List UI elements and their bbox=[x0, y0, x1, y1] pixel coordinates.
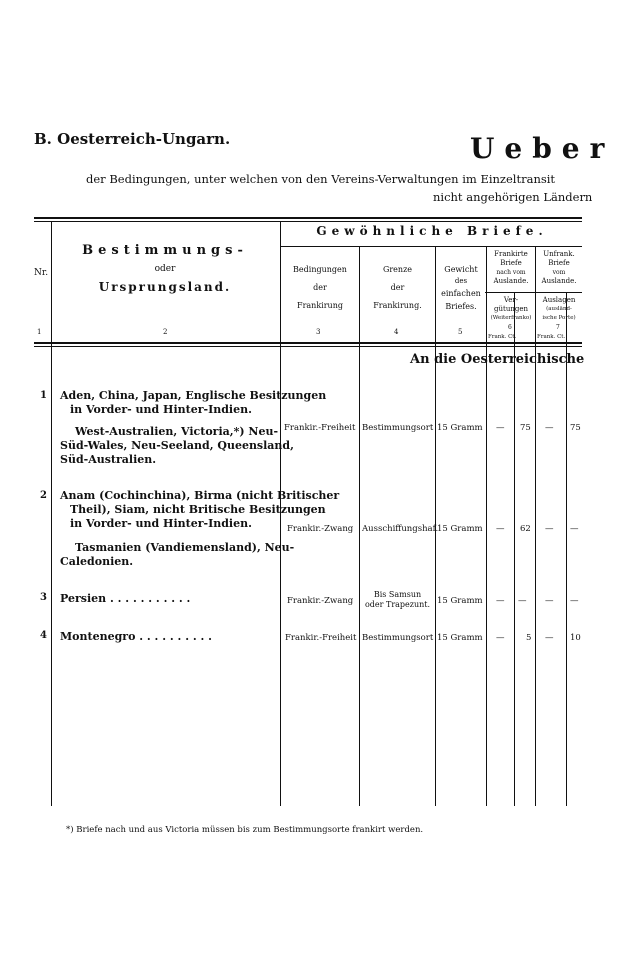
col-number-7: 7 bbox=[556, 324, 560, 331]
col-header-cond-1: Bedingungen bbox=[293, 265, 347, 274]
row-2-line-1: Anam (Cochinchina), Birma (nicht Britischer bbox=[60, 489, 340, 502]
col-header-dest bbox=[60, 243, 270, 294]
col-header-franked bbox=[487, 250, 535, 286]
col-divider-fr-unfr bbox=[535, 246, 536, 806]
row-2-line-5: Caledonien. bbox=[60, 555, 134, 568]
col-header-border-2: der bbox=[390, 283, 405, 292]
row-3-fr-franc: — bbox=[496, 596, 505, 606]
money-label-fr: Frank. Ct. bbox=[488, 334, 517, 340]
col-header-unfr-3: vom bbox=[552, 269, 566, 276]
col-header-franked-sub bbox=[487, 296, 535, 323]
row-2-line-4: Tasmanien (Vandiemensland), Neu- bbox=[75, 541, 295, 554]
row-4-border: Bestimmungsort bbox=[362, 633, 434, 643]
row-2-nr: 2 bbox=[40, 490, 47, 501]
row-4-fr-ct: 5 bbox=[526, 633, 532, 643]
col-header-weight-2: des bbox=[454, 277, 468, 285]
subtitle-line-1: der Bedingungen, unter welchen von den Vereins-Verwaltungen im Einzeltransit bbox=[86, 172, 556, 186]
col-header-border-1: Grenze bbox=[382, 265, 413, 274]
col-divider-unfr-money bbox=[566, 292, 567, 806]
row-2-unfr-ct: — bbox=[570, 524, 579, 534]
row-3-cond: Frankir.-Zwang bbox=[287, 596, 354, 606]
sub-header-rule-fr bbox=[485, 292, 582, 293]
col-header-cond-2: der bbox=[313, 283, 327, 292]
row-3-fr-ct: — bbox=[518, 596, 527, 606]
row-1-dest bbox=[60, 389, 326, 417]
row-1-line-2: in Vorder- und Hinter-Indien. bbox=[70, 403, 252, 416]
row-1-line-5: Süd-Australien. bbox=[60, 453, 157, 466]
row-2-cond: Frankir.-Zwang bbox=[287, 524, 354, 534]
row-2-fr-franc: — bbox=[496, 524, 505, 534]
row-4-unfr-franc: — bbox=[545, 633, 554, 643]
col-header-unfr-1: Unfrank. bbox=[543, 250, 575, 258]
col-header-unfr-2: Briefe bbox=[548, 259, 570, 267]
col-header-dest-2: oder bbox=[154, 264, 176, 274]
col-divider-cond bbox=[359, 246, 360, 806]
row-1-line-4: Süd-Wales, Neu-Seeland, Queensland, bbox=[60, 439, 294, 452]
row-2-border: Ausschiffungshaf. bbox=[362, 524, 439, 534]
col-header-unfr-sub-3: ische Porte) bbox=[542, 315, 576, 321]
row-1-line-1: Aden, China, Japan, Englische Besitzungen bbox=[60, 389, 327, 402]
col-header-nr: Nr. bbox=[34, 268, 49, 278]
row-3-border bbox=[360, 590, 435, 610]
col-header-fr-sub-3: (Weiterfranko) bbox=[490, 315, 532, 321]
col-header-fr-4: Auslande. bbox=[493, 277, 529, 285]
row-1-unfr-ct: 75 bbox=[570, 423, 581, 433]
row-1-cond: Frankir.-Freiheit bbox=[284, 423, 356, 433]
col-header-dest-3: Ursprungsland. bbox=[98, 280, 232, 294]
subtitle-line-2: nicht angehörigen Ländern bbox=[433, 190, 593, 204]
header-bottom-rule-thin bbox=[34, 346, 582, 347]
row-4-unfr-ct: 10 bbox=[570, 633, 581, 643]
col-header-unfranked-sub bbox=[536, 296, 582, 323]
row-4-dest: Montenegro . . . . . . . . . . bbox=[60, 630, 213, 643]
col-header-weight-3: einfachen bbox=[441, 289, 481, 298]
row-1-fr-franc: — bbox=[496, 423, 505, 433]
row-1-border: Bestimmungsort bbox=[362, 423, 434, 433]
col-divider-weight bbox=[486, 246, 487, 806]
row-1-dest-2 bbox=[60, 425, 294, 467]
col-header-cond bbox=[281, 264, 359, 311]
row-2-fr-ct: 62 bbox=[520, 524, 531, 534]
footnote: *) Briefe nach und aus Victoria müssen bis zum Bestimmungsorte frankirt werden. bbox=[66, 825, 424, 835]
col-header-weight-1: Gewicht bbox=[444, 265, 478, 274]
col-number-1: 1 bbox=[37, 328, 42, 336]
row-2-line-2: Theil), Siam, nicht Britische Besitzungen bbox=[70, 503, 326, 516]
col-number-2: 2 bbox=[163, 328, 168, 336]
row-4-weight: 15 Gramm bbox=[437, 633, 483, 643]
col-header-fr-3: nach vom bbox=[496, 269, 526, 276]
col-header-weight bbox=[436, 264, 486, 312]
col-header-unfr-4: Auslande. bbox=[541, 277, 577, 285]
col-header-border-3: Frankirung. bbox=[373, 301, 422, 310]
row-1-weight: 15 Gramm bbox=[437, 423, 483, 433]
col-header-unfranked bbox=[536, 250, 582, 286]
row-3-unfr-ct: — bbox=[570, 596, 579, 606]
section-heading: B. Oesterreich-Ungarn. bbox=[34, 130, 231, 148]
row-1-unfr-franc: — bbox=[545, 423, 554, 433]
group-header: Gewöhnliche Briefe. bbox=[316, 224, 548, 238]
table-top-rule bbox=[34, 217, 582, 219]
row-1-fr-ct: 75 bbox=[520, 423, 531, 433]
col-number-5: 5 bbox=[458, 328, 463, 336]
row-2-dest-2 bbox=[60, 541, 294, 569]
table-top-rule-thin bbox=[34, 221, 582, 222]
row-1-line-3: West-Australien, Victoria,*) Neu- bbox=[75, 425, 279, 438]
row-4-nr: 4 bbox=[40, 630, 47, 641]
row-4-cond: Frankir.-Freiheit bbox=[285, 633, 357, 643]
row-2-weight: 15 Gramm bbox=[437, 524, 483, 534]
section-label: An die Oesterreichische bbox=[410, 352, 585, 367]
col-header-unfr-sub-1: Auslagen bbox=[542, 296, 576, 304]
row-3-dest: Persien . . . . . . . . . . . bbox=[60, 592, 191, 605]
col-header-fr-sub-2: gütungen bbox=[494, 305, 528, 313]
col-header-border bbox=[360, 264, 435, 311]
col-divider-nr bbox=[51, 221, 52, 806]
col-header-unfr-sub-2: (ausländ- bbox=[546, 306, 572, 312]
row-3-nr: 3 bbox=[40, 592, 47, 603]
row-1-nr: 1 bbox=[40, 390, 47, 401]
row-3-border-1: Bis Samsun bbox=[373, 590, 422, 599]
header-bottom-rule bbox=[34, 342, 582, 344]
row-2-unfr-franc: — bbox=[545, 524, 554, 534]
col-header-weight-4: Briefes. bbox=[445, 302, 477, 311]
row-2-line-3: in Vorder- und Hinter-Indien. bbox=[70, 517, 252, 530]
money-label-unfr: Frank. Ct. bbox=[537, 334, 566, 340]
col-number-4: 4 bbox=[394, 328, 399, 336]
col-header-fr-1: Frankirte bbox=[494, 250, 528, 258]
col-number-3: 3 bbox=[316, 328, 321, 336]
row-3-unfr-franc: — bbox=[545, 596, 554, 606]
page-title: Ueber bbox=[470, 132, 615, 165]
row-4-fr-franc: — bbox=[496, 633, 505, 643]
row-3-weight: 15 Gramm bbox=[437, 596, 483, 606]
row-3-border-2: oder Trapezunt. bbox=[364, 600, 431, 609]
col-header-dest-1: Bestimmungs- bbox=[82, 243, 248, 258]
col-divider-fr-money bbox=[514, 292, 515, 806]
col-header-fr-sub-1: Ver- bbox=[503, 296, 519, 304]
col-number-6: 6 bbox=[508, 324, 512, 331]
col-header-fr-2: Briefe bbox=[500, 259, 522, 267]
col-header-cond-3: Frankirung bbox=[297, 301, 343, 310]
group-header-rule bbox=[281, 246, 582, 247]
